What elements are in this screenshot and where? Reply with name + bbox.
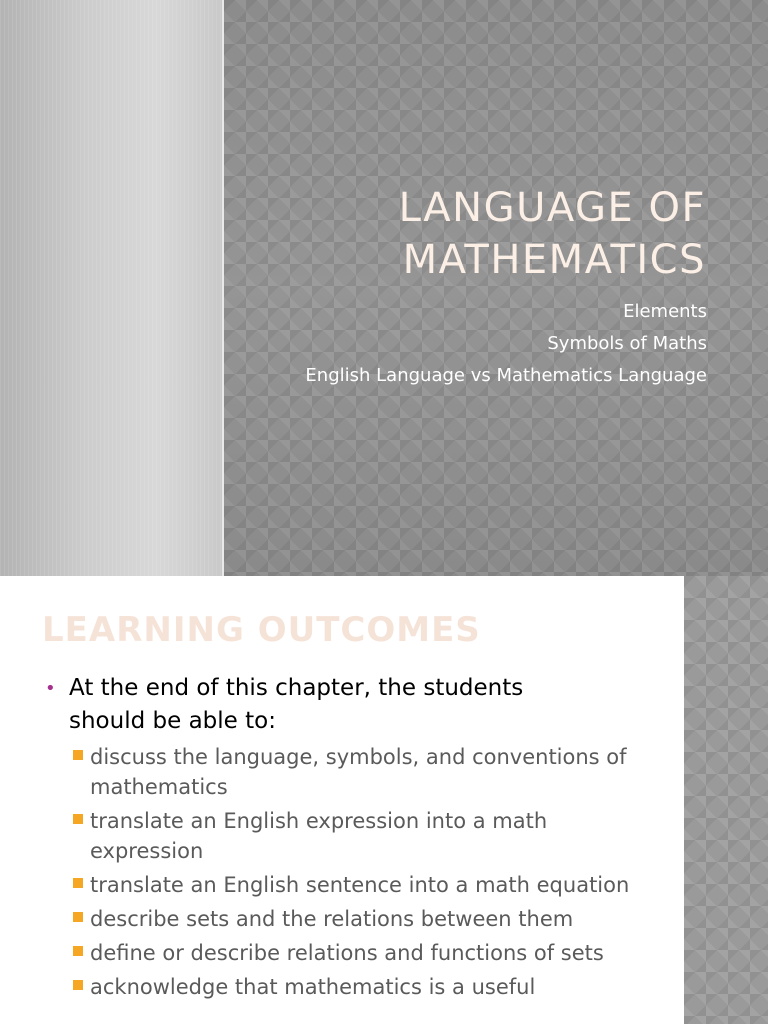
square-bullet-icon — [73, 878, 83, 888]
list-item — [72, 806, 652, 866]
list-item — [72, 938, 652, 968]
list-item — [72, 870, 652, 900]
slide-title — [246, 182, 706, 286]
list-item — [72, 972, 652, 1002]
square-bullet-icon — [73, 946, 83, 956]
subtitle-line: Elements — [623, 301, 707, 322]
slide-heading: LEARNING OUTCOMES — [42, 610, 481, 650]
outcome-text: describe sets and the relations between them — [90, 907, 574, 931]
main-bullet-block — [44, 672, 604, 738]
outcome-text: translate an English expression into a math expression — [90, 809, 548, 863]
outcome-text: discuss the language, symbols, and conventions of mathematics — [90, 745, 627, 799]
outcome-list — [72, 742, 652, 1006]
main-bullet-text: At the end of this chapter, the students should be able to: — [69, 675, 524, 734]
list-item — [72, 904, 652, 934]
title-line-2: MATHEMATICS — [402, 237, 706, 283]
title-line-1: LANGUAGE OF — [398, 185, 706, 231]
round-bullet-icon: • — [45, 678, 56, 699]
square-bullet-icon — [73, 750, 83, 760]
slide-subtitle — [207, 296, 707, 392]
subtitle-line: English Language vs Mathematics Language — [305, 365, 707, 386]
square-bullet-icon — [73, 814, 83, 824]
subtitle-line: Symbols of Maths — [547, 333, 707, 354]
main-bullet — [44, 672, 604, 738]
outcome-text: acknowledge that mathematics is a useful — [90, 975, 536, 999]
square-bullet-icon — [73, 980, 83, 990]
slide-right-panel — [224, 0, 768, 576]
outcome-text: translate an English sentence into a math equation — [90, 873, 630, 897]
slide-left-panel — [0, 0, 222, 576]
outcome-text: define or describe relations and functions of sets — [90, 941, 604, 965]
learning-outcomes-slide — [0, 576, 768, 1024]
list-item — [72, 742, 652, 802]
square-bullet-icon — [73, 912, 83, 922]
slide-side-panel — [684, 576, 768, 1024]
